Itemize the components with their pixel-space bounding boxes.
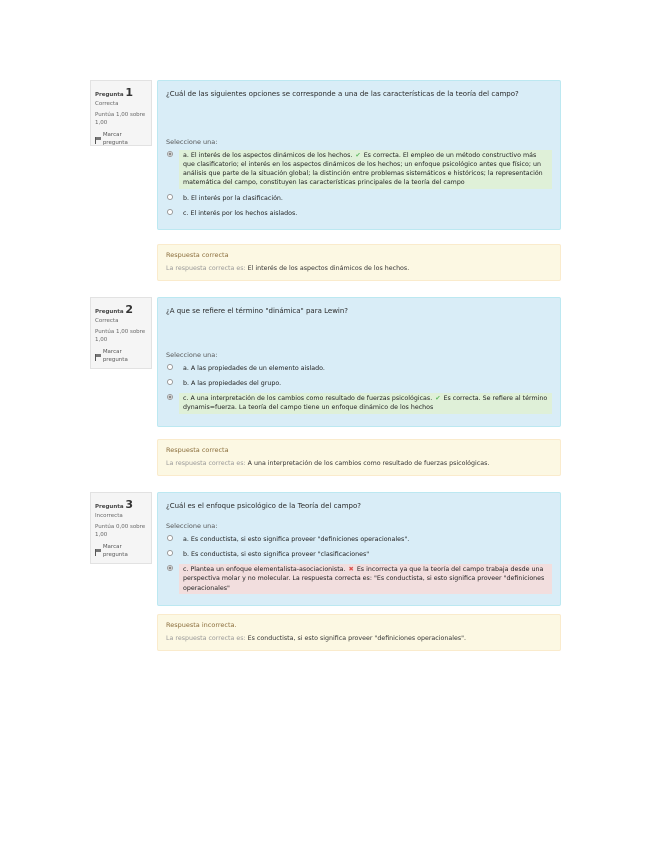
question-state: Incorrecta	[95, 512, 123, 519]
cross-icon: ✖	[348, 566, 354, 574]
option-text: c. Plantea un enfoque elementalista-asociacionista.	[183, 566, 346, 574]
answer-lead: La respuesta correcta es:	[166, 265, 246, 272]
answer-feedback	[157, 439, 561, 476]
question-number: 2	[125, 303, 133, 316]
correct-answer: Es conductista, si esto significa proveer "definiciones operacionales".	[247, 635, 467, 642]
answer-lead: La respuesta correcta es:	[166, 460, 246, 467]
radio-button[interactable]	[167, 535, 173, 541]
question-points: Puntúa 0,00 sobre 1,00	[95, 523, 146, 538]
option-text: b. El interés por la clasificación.	[183, 194, 283, 202]
flag-question-button[interactable]	[95, 132, 147, 148]
option-feedback: Es correcta. Se refiere al término dynamis=fuerza. La teoría del campo tiene un enfoque dinámico de los hechos	[183, 395, 548, 412]
select-prompt: Seleccione una:	[166, 351, 218, 359]
result-title: Respuesta incorrecta.	[166, 621, 237, 629]
answer-option-a[interactable]	[166, 150, 552, 189]
option-text: a. El interés de los aspectos dinámicos de los hechos.	[183, 152, 353, 159]
option-text: a. A las propiedades de un elemento aislado.	[183, 365, 325, 372]
radio-button[interactable]	[167, 151, 173, 157]
answer-option-a[interactable]	[166, 363, 552, 374]
answer-feedback	[157, 244, 561, 281]
radio-button[interactable]	[167, 565, 173, 571]
result-title: Respuesta correcta	[166, 446, 229, 454]
check-icon: ✔	[435, 395, 441, 403]
flag-icon	[95, 549, 101, 555]
flag-icon	[95, 137, 101, 143]
option-text: a. Es conductista, si esto significa proveer "definiciones operacionales".	[183, 536, 410, 543]
question-info	[90, 297, 152, 369]
correct-answer: El interés de los aspectos dinámicos de los hechos.	[247, 265, 410, 272]
answer-option-b[interactable]	[166, 378, 552, 389]
flag-question-button[interactable]	[95, 544, 147, 560]
select-prompt: Seleccione una:	[166, 138, 218, 146]
radio-button[interactable]	[167, 209, 173, 215]
question-text: ¿Cuál es el enfoque psicológico de la Teoría del campo?	[166, 502, 361, 510]
question-text: ¿Cuál de las siguientes opciones se corresponde a una de las características de la teoría del campo?	[166, 90, 519, 98]
question-label: Pregunta	[95, 309, 124, 315]
answer-option-c[interactable]	[166, 208, 552, 219]
flag-label: Marcar pregunta	[102, 131, 128, 146]
option-text: c. El interés por los hechos aislados.	[183, 209, 298, 217]
flag-question-button[interactable]	[95, 349, 147, 365]
question-number: 1	[125, 86, 133, 99]
answer-option-a[interactable]	[166, 534, 552, 545]
radio-button[interactable]	[167, 394, 173, 400]
answer-option-b[interactable]	[166, 549, 552, 560]
question-label: Pregunta	[95, 504, 124, 510]
answer-option-c[interactable]	[166, 393, 552, 413]
radio-button[interactable]	[167, 194, 173, 200]
question-info	[90, 492, 152, 564]
option-text: c. A una interpretación de los cambios como resultado de fuerzas psicológicas.	[183, 395, 433, 403]
correct-answer: A una interpretación de los cambios como resultado de fuerzas psicológicas.	[247, 460, 490, 467]
flag-label: Marcar pregunta	[102, 543, 128, 558]
question-state: Correcta	[95, 100, 119, 107]
question-info	[90, 80, 152, 146]
question-points: Puntúa 1,00 sobre 1,00	[95, 328, 146, 343]
question-label: Pregunta	[95, 92, 124, 98]
question-content	[157, 80, 561, 230]
option-feedback: Es correcta. El empleo de un método constructivo más que clasificatorio; el interés en los aspectos dinámicos de los hechos; un enfoque psicológico antes que físico; un análisis que parte de la situación global; la distinción entre problemas sistemáticos e históricos; la representación matemática del campo, constituyen las características principales de la teoría del campo	[183, 152, 543, 187]
answer-feedback	[157, 614, 561, 651]
question-text: ¿A que se refiere el término "dinámica" para Lewin?	[166, 307, 349, 315]
option-text: b. A las propiedades del grupo.	[183, 380, 282, 388]
check-icon: ✔	[355, 152, 361, 159]
question-number: 3	[125, 498, 133, 511]
option-text: b. Es conductista, si esto significa proveer "clasificaciones"	[183, 551, 370, 559]
result-title: Respuesta correcta	[166, 251, 229, 259]
question-points: Puntúa 1,00 sobre 1,00	[95, 111, 146, 126]
question-content	[157, 492, 561, 606]
radio-button[interactable]	[167, 550, 173, 556]
answer-option-c[interactable]	[166, 564, 552, 593]
flag-label: Marcar pregunta	[102, 348, 128, 363]
question-content	[157, 297, 561, 427]
flag-icon	[95, 354, 101, 360]
answer-option-b[interactable]	[166, 193, 552, 204]
select-prompt: Seleccione una:	[166, 522, 218, 530]
question-state: Correcta	[95, 317, 119, 324]
option-feedback: Es incorrecta ya que la teoría del campo trabaja desde una perspectiva molar y no molecular. La respuesta correcta es: "Es conductista, si esto significa proveer "definiciones operacionales"	[183, 566, 545, 592]
radio-button[interactable]	[167, 379, 173, 385]
radio-button[interactable]	[167, 364, 173, 370]
answer-lead: La respuesta correcta es:	[166, 635, 246, 642]
